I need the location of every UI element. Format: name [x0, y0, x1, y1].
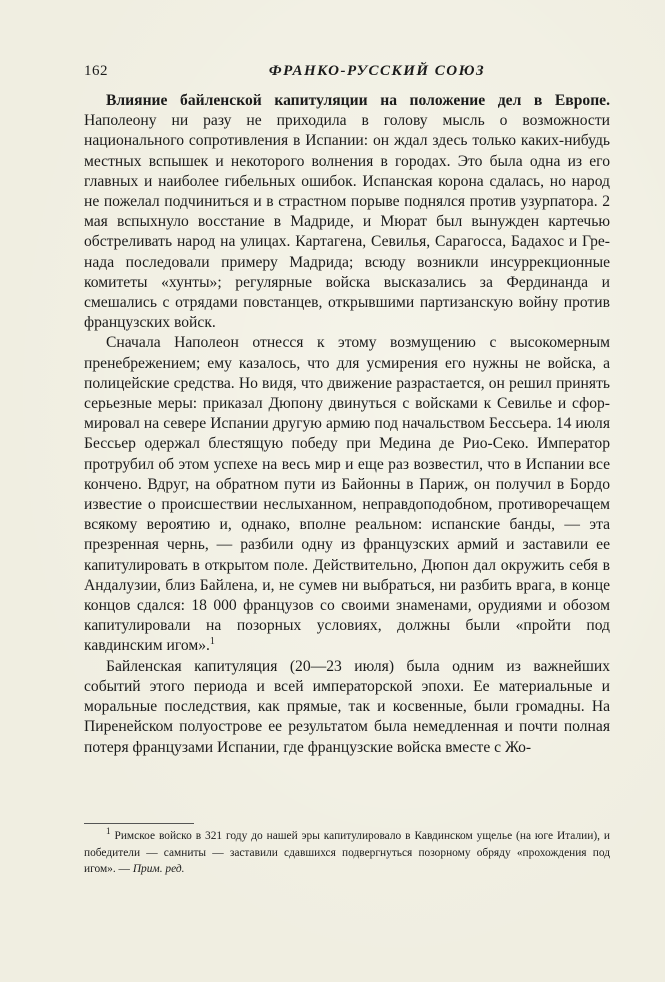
paragraph-2 [84, 333, 610, 656]
footnote [84, 828, 610, 878]
page-header [84, 60, 610, 82]
footnote-reference[interactable]: 1 [209, 636, 215, 648]
paragraph-1-text: Наполеону ни разу не приходила в голову мысль о возможности национального сопротивления в Испании: он ждал здесь только каких-нибудь местных вспышек и некоторого волнения в городах. Это была одна из его главных и наиболее гибельных ошибок. Испанская корона сдалась, но народ не пожелал подчиниться и в страстном порыве поднялся против узурпатора. 2 мая вспыхнуло восстание в Мадриде, и Мюрат был вынужден картечью обстреливать народ на улицах. Картагена, Севилья, Сарагосса, Бадахос и Гренада последовали примеру Мадрида; всюду возникли инсуррекционные комитеты «хунты»; регулярные войска высказались за Фердинанда и смешались с отрядами повстанцев, открывшими партизанскую войну против французских войск. [84, 112, 610, 332]
editor-note-tag: Прим. ред. [132, 863, 185, 875]
running-title: ФРАНКО-РУССКИЙ СОЮЗ [268, 63, 486, 79]
main-text [84, 91, 610, 758]
footnote-mark: 1 [106, 826, 111, 837]
paragraph-1 [84, 91, 610, 333]
page-number: 162 [84, 63, 108, 79]
paragraph-3-text: Байленская капитуляция (20—23 июля) была одним из важнейших событий этого периода и всей императорской эпохи. Ее материальные и моральные последствия, как прямые, так и косвенные, были громадны. На Пиренейском полуострове ее результатом была немедленная и почти полная потеря французами Испании, где французские войска вместе с Жо- [84, 657, 610, 756]
footnote-text: Римское войско в 321 году до нашей эры капитулировало в Кавдинском ущелье (на юге Италии), и победители — самниты — заставили сдавшихся подвергнуться позорному обряду «прохождения под игом». — [84, 830, 610, 875]
paragraph-3 [84, 657, 610, 758]
footnote-paragraph [84, 828, 610, 878]
paragraph-2-text: Сначала Наполеон отнесся к этому возмущению с высокомерным пренебрежением; ему казалось, что для усмирения его нужны не войска, а полицейские средства. Но видя, что движение разрастается, он решил принять серьезные меры: приказал Дюпону двинуться с войсками к Севилье и сформировал на севере Испании другую армию под начальством Бессьера. 14 июля Бессьер одержал блестящую победу при Медина де Рио-Секо. Император протрубил об этом успехе на весь мир и еще раз возвестил, что в Испании все кончено. Вдруг, на обратном пути из Байонны в Париж, он получил в Бордо известие о происшествии неслыханном, неправдоподобном, противоречащем всякому вероятию и, однако, вполне реальном: испанские банды, — эта презренная чернь, — разбили одну из французских армий и заставили ее капитулировать в открытом поле. Действительно, Дюпон дал окружить себя в Андалузии, близ Байлена, и, не сумев ни выбраться, ни разбить врага, в конце концов сдался: 18 000 французов со своими знаменами, орудиями и обозом капитулировали на позорных условиях, должны были «пройти под кавдинским игом». [84, 334, 610, 655]
footnote-divider [84, 823, 194, 824]
section-heading: Влияние байленской капитуляции на положение дел в Европе. [106, 92, 610, 109]
